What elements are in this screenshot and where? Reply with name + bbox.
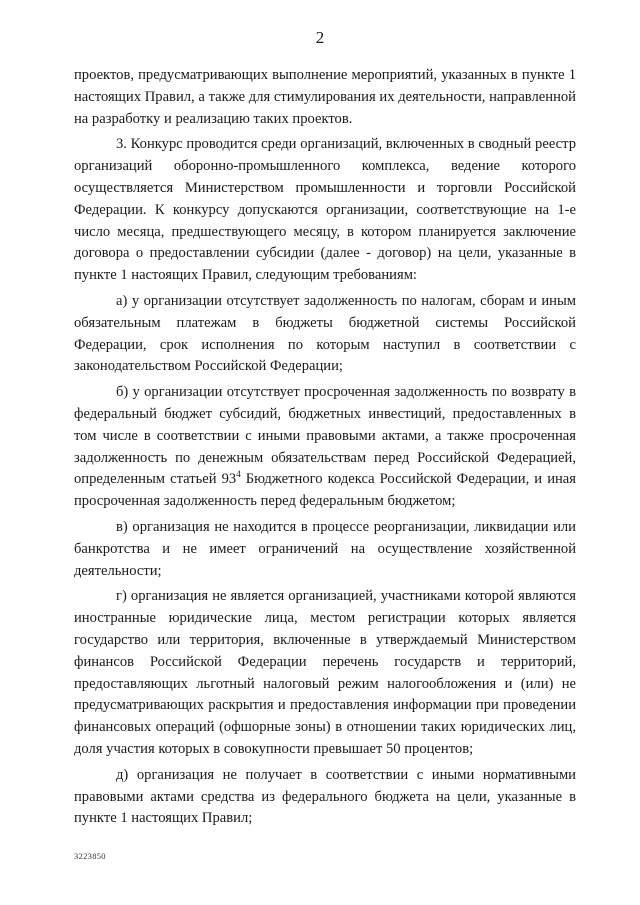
paragraph-item-d: д) организация не получает в соответствии с иными нормативными правовыми актами средства из федерального бюджета на цели, указанные в пункте 1 настоящих Правил; (74, 766, 576, 827)
paragraph-item-v: в) организация не находится в процессе реорганизации, ликвидации или банкротства и не имеет ограничений на осуществление хозяйственной деятельности; (74, 518, 576, 579)
paragraph-continuation: проектов, предусматривающих выполнение мероприятий, указанных в пункте 1 настоящих Правил, а также для стимулирования их деятельности, направленной на разработку и реализацию таких проектов. (74, 67, 576, 127)
superscript: 4 (236, 469, 241, 480)
document-code: 3223850 (74, 851, 106, 861)
page-number: 2 (315, 28, 325, 47)
document-body (74, 65, 576, 834)
paragraph-item-b (74, 382, 576, 513)
paragraph-item-b-part2: Бюджетного кодекса Российской Федерации, и иная просроченная задолженность перед федеральным бюджетом; (74, 471, 576, 510)
paragraph-item-a: а) у организации отсутствует задолженность по налогам, сборам и иным обязательным платежам в бюджеты бюджетной системы Российской Федерации, срок исполнения по которым наступил в соответствии с законодательством Российской Федерации; (74, 292, 576, 375)
paragraph-item-g: г) организация не является организацией, участниками которой являются иностранные юридические лица, местом регистрации которых является государство или территория, включенные в утверждаемый Министерством финансов Российской Федерации перечень государств и территорий, предоставляющих льготный налоговый режим налогообложения и (или) не предусматривающих раскрытия и предоставления информации при проведении финансовых операций (офшорные зоны) в отношении таких юридических лиц, доля участия которых в совокупности превышает 50 процентов; (74, 588, 576, 757)
paragraph-item-b-part1: б) у организации отсутствует просроченная задолженность по возврату в федеральный бюджет субсидий, бюджетных инвестиций, предоставленных в том числе в соответствии с иными правовыми актами, а также просроченная задолженность по денежным обязательствам перед Российской Федерацией, определенным статьей 93 (74, 384, 576, 488)
paragraph-item-3: 3. Конкурс проводится среди организаций, включенных в сводный реестр организаций оборонно-промышленного комплекса, ведение которого осуществляется Министерством промышленности и торговли Российской Федерации. К конкурсу допускаются организации, соответствующие на 1-е число месяца, предшествующего месяцу, в котором планируется заключение договора о предоставлении субсидии (далее - договор) на цели, указанные в пункте 1 настоящих Правил, следующим требованиям: (74, 136, 576, 284)
